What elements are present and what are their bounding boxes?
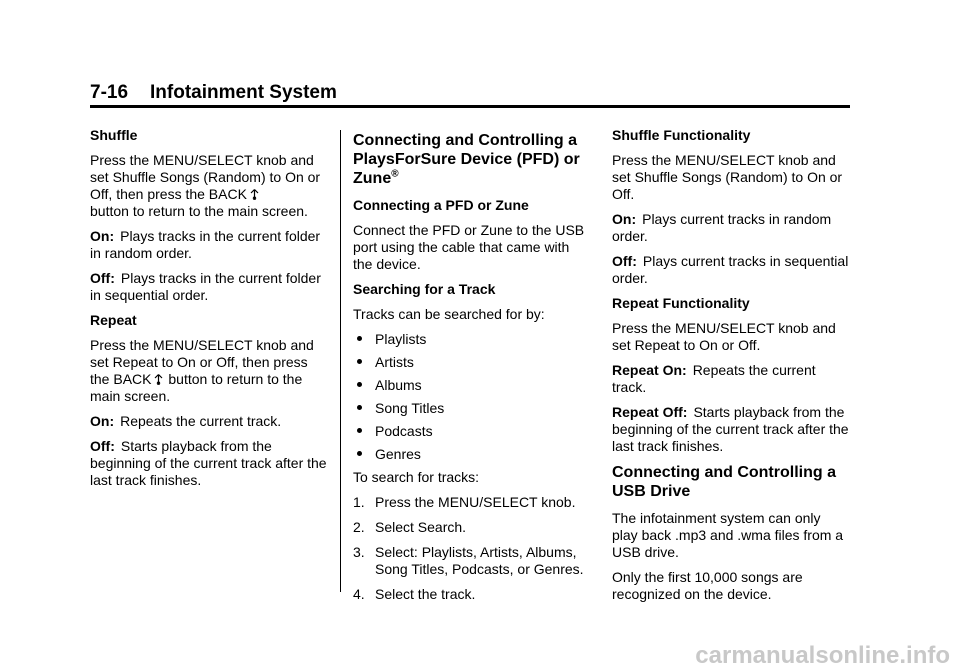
shuffle-heading: Shuffle (90, 127, 138, 143)
step-number: 2. (353, 519, 365, 535)
repeat-off-text: Starts playback from the beginning of the current track after the last track finishes. (90, 438, 327, 488)
step-item (353, 519, 591, 536)
repeat-functionality-text: Press the MENU/SELECT knob and set Repeat to On or Off. (612, 320, 836, 353)
list-item-text: Genres (375, 446, 421, 462)
step-number: 4. (353, 586, 365, 602)
repeat-on (90, 413, 328, 430)
list-item-text: Song Titles (375, 400, 445, 416)
list-item-text: Playlists (375, 331, 427, 347)
repeat-off (90, 438, 328, 489)
watermark: carmanualsonline.info (695, 642, 950, 669)
list-item (353, 331, 591, 348)
repeat-heading: Repeat (90, 312, 137, 328)
registered-mark: ® (391, 168, 399, 180)
off-text: Plays current tracks in sequential order. (612, 253, 849, 286)
step-text: Select: Playlists, Artists, Albums, Song Titles, Podcasts, or Genres. (375, 544, 584, 577)
header-rule (90, 105, 850, 108)
column-1 (90, 127, 328, 497)
page-number: 7-16 (90, 82, 129, 103)
off-term: Off: (612, 253, 637, 269)
list-item (353, 377, 591, 394)
repeat-on-text: Repeats the current track. (120, 413, 282, 429)
off-setting (612, 253, 850, 287)
back-arrow-icon (153, 372, 164, 385)
list-item-text: Artists (375, 354, 414, 370)
bullet-icon (357, 405, 362, 410)
connect-text: Connect the PFD or Zune to the USB port using the cable that came with the device. (353, 222, 585, 272)
repeat-functionality-subheading: Repeat Functionality (612, 295, 750, 311)
bullet-icon (357, 451, 362, 456)
list-item-text: Albums (375, 377, 422, 393)
connect-subheading: Connecting a PFD or Zune (353, 197, 529, 213)
column-3 (612, 127, 850, 611)
list-item (353, 423, 591, 440)
shuffle-instructions (90, 152, 328, 220)
usb-heading: Connecting and Controlling a USB Drive (612, 464, 836, 500)
step-text: Press the MENU/SELECT knob. (375, 494, 576, 510)
bullet-icon (357, 428, 362, 433)
steps-list (353, 494, 591, 603)
on-setting (612, 211, 850, 245)
usb-paragraph-2: Only the first 10,000 songs are recognized on the device. (612, 569, 803, 602)
column-divider (340, 130, 341, 592)
repeat-off-term: Off: (90, 438, 115, 454)
repeat-off-term: Repeat Off: (612, 404, 688, 420)
on-text: Plays current tracks in random order. (612, 211, 832, 244)
shuffle-instructions-b: button to return to the main screen. (90, 203, 308, 219)
list-item (353, 354, 591, 371)
search-intro: Tracks can be searched for by: (353, 306, 545, 322)
shuffle-off-term: Off: (90, 270, 115, 286)
list-item (353, 400, 591, 417)
repeat-instructions-b: button to return to the main screen. (90, 371, 303, 404)
repeat-off-text: Starts playback from the beginning of the current track after the last track finishes. (612, 404, 849, 454)
shuffle-on (90, 228, 328, 262)
step-text: Select Search. (375, 519, 467, 535)
pfd-heading (353, 131, 591, 188)
usb-paragraph-1: The infotainment system can only play back .mp3 and .wma files from a USB drive. (612, 510, 844, 560)
bullet-icon (357, 382, 362, 387)
shuffle-functionality-subheading: Shuffle Functionality (612, 127, 751, 143)
step-text: Select the track. (375, 586, 476, 602)
shuffle-on-text: Plays tracks in the current folder in random order. (90, 228, 321, 261)
repeat-instructions-a: Press the MENU/SELECT knob and set Repeat to On or Off, then press the BACK (90, 337, 314, 387)
page-title: Infotainment System (150, 82, 337, 103)
shuffle-instructions-a: Press the MENU/SELECT knob and set Shuffle Songs (Random) to On or Off, then press the BACK (90, 152, 321, 202)
page-header (90, 81, 850, 105)
step-item (353, 544, 591, 578)
column-2 (353, 127, 591, 611)
repeat-on-text: Repeats the current track. (612, 362, 816, 395)
shuffle-on-term: On: (90, 228, 115, 244)
list-item-text: Podcasts (375, 423, 433, 439)
shuffle-off (90, 270, 328, 304)
list-item (353, 446, 591, 463)
steps-intro: To search for tracks: (353, 469, 480, 485)
bullet-icon (357, 336, 362, 341)
repeat-off-setting (612, 404, 850, 455)
step-number: 1. (353, 494, 365, 510)
on-term: On: (612, 211, 637, 227)
repeat-on-setting (612, 362, 850, 396)
search-options-list (353, 331, 591, 463)
shuffle-functionality-text: Press the MENU/SELECT knob and set Shuffle Songs (Random) to On or Off. (612, 152, 843, 202)
repeat-on-term: On: (90, 413, 115, 429)
back-arrow-icon (249, 187, 260, 200)
shuffle-off-text: Plays tracks in the current folder in sequential order. (90, 270, 321, 303)
step-item (353, 586, 591, 603)
step-number: 3. (353, 544, 365, 560)
repeat-on-term: Repeat On: (612, 362, 687, 378)
bullet-icon (357, 359, 362, 364)
repeat-instructions (90, 337, 328, 405)
pfd-heading-text: Connecting and Controlling a PlaysForSure Device (PFD) or Zune (353, 132, 580, 187)
search-subheading: Searching for a Track (353, 281, 496, 297)
step-item (353, 494, 591, 511)
